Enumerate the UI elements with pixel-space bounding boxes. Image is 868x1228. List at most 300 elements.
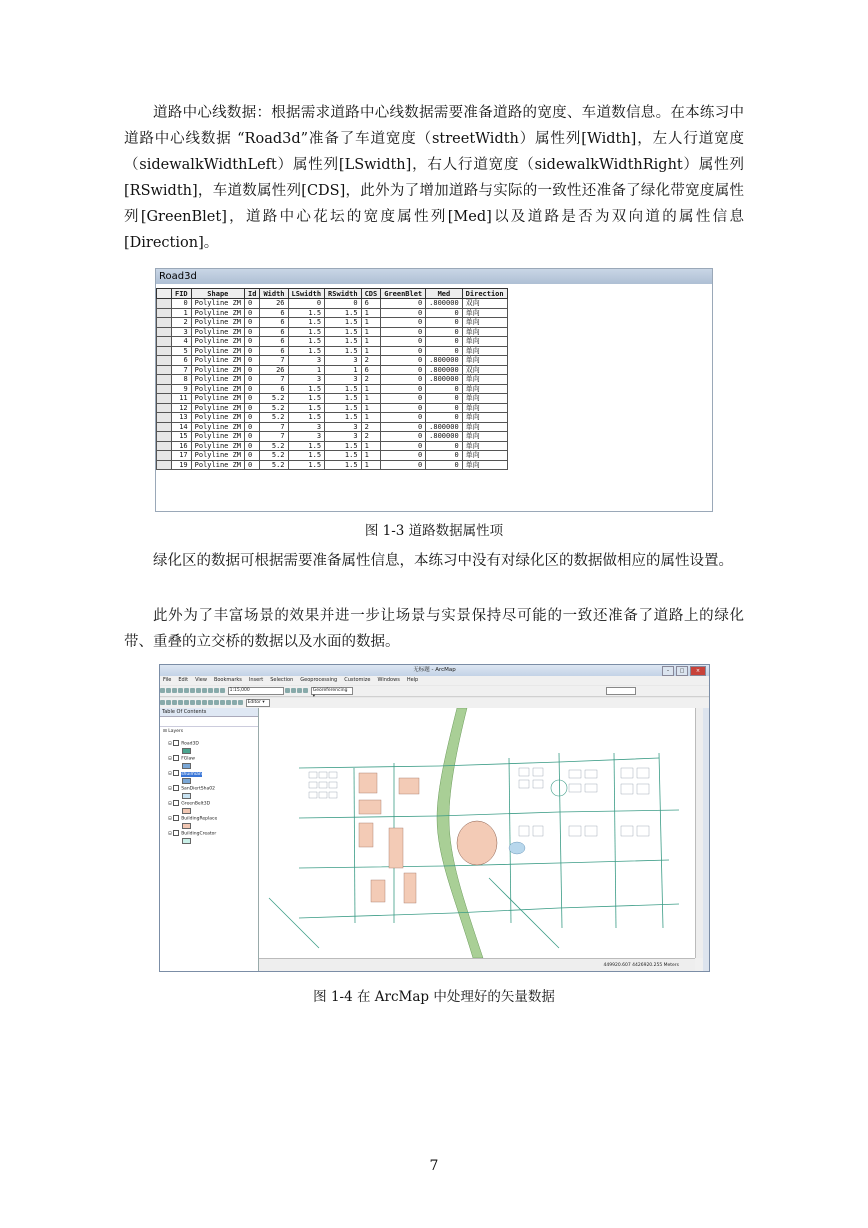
table-cell-rswidth: 1.5 [325, 346, 362, 356]
table-cell-shape: Polyline ZM [191, 365, 244, 375]
copy-icon[interactable] [190, 688, 195, 693]
menu-item-insert[interactable]: Insert [248, 677, 264, 683]
table-cell-rswidth: 1.5 [325, 451, 362, 461]
table-cell-cds: 2 [361, 422, 381, 432]
table-cell-id: 0 [245, 356, 260, 366]
column-header-direction[interactable]: Direction [462, 289, 507, 299]
table-cell-fid: 17 [172, 451, 192, 461]
catalog-window-icon[interactable] [297, 688, 302, 693]
table-cell-lswidth: 1.5 [288, 413, 325, 423]
table-cell-rswidth: 1.5 [325, 318, 362, 328]
table-cell-direction: 双向 [462, 365, 507, 375]
row-selector[interactable] [157, 299, 172, 309]
table-row[interactable] [157, 337, 508, 347]
hyperlink-icon[interactable] [220, 700, 225, 705]
editor-dropdown[interactable]: Editor ▾ [246, 699, 270, 707]
table-row[interactable] [157, 441, 508, 451]
zoom-out-icon[interactable] [166, 700, 171, 705]
table-cell-id: 0 [245, 413, 260, 423]
table-cell-width: 26 [260, 365, 288, 375]
row-selector[interactable] [157, 432, 172, 442]
table-cell-med: .800000 [426, 365, 463, 375]
table-cell-lswidth: 1.5 [288, 346, 325, 356]
standard-toolbar [160, 685, 709, 697]
table-cell-width: 7 [260, 375, 288, 385]
layer-visibility-checkbox[interactable] [173, 785, 179, 791]
table-of-contents [160, 708, 259, 971]
table-cell-shape: Polyline ZM [191, 384, 244, 394]
table-cell-id: 0 [245, 337, 260, 347]
toc-layer-item[interactable]: ⊟ BuildingCreator [168, 831, 217, 837]
row-selector[interactable] [157, 451, 172, 461]
arcmap-window-title: 无标题 - ArcMap [413, 667, 456, 673]
layer-symbol-swatch [182, 823, 191, 829]
table-cell-rswidth: 1.5 [325, 460, 362, 470]
table-cell-direction: 单向 [462, 318, 507, 328]
table-cell-id: 0 [245, 460, 260, 470]
table-cell-direction: 单向 [462, 403, 507, 413]
new-icon[interactable] [160, 688, 165, 693]
stadium [457, 821, 497, 865]
table-cell-med: 0 [426, 337, 463, 347]
figure-1-4-caption: 图 1-4 在 ArcMap 中处理好的矢量数据 [313, 989, 555, 1005]
table-row[interactable] [157, 365, 508, 375]
table-cell-fid: 6 [172, 356, 192, 366]
table-cell-lswidth: 1.5 [288, 460, 325, 470]
open-icon[interactable] [166, 688, 171, 693]
table-cell-id: 0 [245, 422, 260, 432]
table-row[interactable] [157, 413, 508, 423]
table-cell-rswidth: 0 [325, 299, 362, 309]
table-row[interactable] [157, 460, 508, 470]
paste-icon[interactable] [196, 688, 201, 693]
find-icon[interactable] [208, 700, 213, 705]
georeferencing-dropdown[interactable]: Georeferencing ▾ [311, 687, 353, 695]
table-cell-med: .800000 [426, 422, 463, 432]
table-cell-id: 0 [245, 394, 260, 404]
layer-dropdown[interactable] [606, 687, 636, 695]
table-row[interactable] [157, 346, 508, 356]
table-cell-rswidth: 1.5 [325, 308, 362, 318]
layer-symbol-swatch [182, 808, 191, 814]
row-selector[interactable] [157, 375, 172, 385]
table-cell-rswidth: 1.5 [325, 337, 362, 347]
menu-item-bookmarks[interactable]: Bookmarks [213, 677, 242, 683]
search-window-icon[interactable] [303, 688, 308, 693]
coordinate-readout: 449920.607 4426920.255 Meters [603, 963, 679, 968]
table-cell-rswidth: 1.5 [325, 441, 362, 451]
table-cell-id: 0 [245, 346, 260, 356]
table-cell-cds: 1 [361, 337, 381, 347]
table-row[interactable] [157, 308, 508, 318]
paragraph-extra-data: 此外为了丰富场景的效果并进一步让场景与实景保持尽可能的一致还准备了道路上的绿化带、重叠的立交桥的数据以及水面的数据。 [124, 608, 744, 650]
table-cell-width: 5.2 [260, 403, 288, 413]
layer-visibility-checkbox[interactable] [173, 815, 179, 821]
menu-item-customize[interactable]: Customize [344, 677, 371, 683]
table-cell-fid: 9 [172, 384, 192, 394]
table-cell-cds: 6 [361, 299, 381, 309]
table-cell-fid: 1 [172, 308, 192, 318]
toc-layer-item[interactable]: ⊟ SanDiertSha02 [168, 786, 215, 792]
table-cell-med: .800000 [426, 432, 463, 442]
paragraph-green-area: 绿化区的数据可根据需要准备属性信息，本练习中没有对绿化区的数据做相应的属性设置。 [153, 553, 733, 569]
table-cell-width: 6 [260, 308, 288, 318]
table-cell-direction: 单向 [462, 308, 507, 318]
table-row[interactable] [157, 451, 508, 461]
table-row[interactable] [157, 318, 508, 328]
row-selector[interactable] [157, 318, 172, 328]
table-cell-cds: 1 [361, 346, 381, 356]
table-cell-shape: Polyline ZM [191, 413, 244, 423]
scale-input[interactable]: 1:15,000 [228, 687, 284, 695]
table-cell-lswidth: 3 [288, 432, 325, 442]
toc-layer-item[interactable]: ⊟ shuimian [168, 771, 202, 777]
table-cell-lswidth: 1.5 [288, 394, 325, 404]
table-cell-fid: 2 [172, 318, 192, 328]
table-cell-width: 6 [260, 318, 288, 328]
arcmap-window [159, 664, 710, 972]
full-extent-icon[interactable] [178, 700, 183, 705]
table-cell-fid: 7 [172, 365, 192, 375]
table-cell-rswidth: 1.5 [325, 384, 362, 394]
table-cell-id: 0 [245, 375, 260, 385]
row-selector[interactable] [157, 337, 172, 347]
menu-item-selection[interactable]: Selection [270, 677, 294, 683]
table-cell-fid: 13 [172, 413, 192, 423]
layer-visibility-checkbox[interactable] [173, 830, 179, 836]
time-slider-icon[interactable] [226, 700, 231, 705]
table-row[interactable] [157, 432, 508, 442]
save-icon[interactable] [172, 688, 177, 693]
back-extent-icon[interactable] [184, 700, 189, 705]
table-cell-shape: Polyline ZM [191, 375, 244, 385]
column-header-lswidth[interactable]: LSwidth [288, 289, 325, 299]
table-cell-rswidth: 1.5 [325, 413, 362, 423]
row-selector[interactable] [157, 403, 172, 413]
row-selector[interactable] [157, 384, 172, 394]
table-cell-rswidth: 1.5 [325, 403, 362, 413]
table-cell-cds: 1 [361, 451, 381, 461]
table-cell-lswidth: 1.5 [288, 337, 325, 347]
table-cell-direction: 单向 [462, 460, 507, 470]
table-cell-width: 5.2 [260, 413, 288, 423]
arcmap-title-bar [160, 665, 709, 676]
table-cell-greenblet: 0 [381, 299, 426, 309]
minimize-icon[interactable]: – [662, 666, 674, 676]
table-cell-lswidth: 1.5 [288, 308, 325, 318]
table-cell-greenblet: 0 [381, 375, 426, 385]
row-selector-header [157, 289, 172, 299]
table-cell-id: 0 [245, 327, 260, 337]
table-cell-id: 0 [245, 432, 260, 442]
status-bar [259, 958, 695, 972]
toc-toolbar [160, 717, 258, 727]
layer-label: BuildingReplace [181, 816, 218, 822]
table-cell-fid: 11 [172, 394, 192, 404]
table-row[interactable] [157, 403, 508, 413]
arcmap-menu-bar [160, 676, 709, 685]
row-selector[interactable] [157, 327, 172, 337]
table-cell-id: 0 [245, 451, 260, 461]
paragraph-road-centerline: 道路中心线数据：根据需求道路中心线数据需要准备道路的宽度、车道数信息。在本练习中道路中心线数据 “Road3d”准备了车道宽度（streetWidth）属性列[Width]，左人行道宽度（sidewalkWidthLeft）属性列[LSwidth]，右人行道宽度（sidewalkWidthRight）属性列[RSwidth]，车道数属性列[CDS]，此外为了增加道路与实际的一致性还准备了绿化带宽度属性列[GreenBlet]，道路中心花坛的宽度属性列[Med]以及道路是否为双向道的属性信息[Direction]。 [124, 105, 744, 251]
forward-extent-icon[interactable] [190, 700, 195, 705]
table-cell-width: 6 [260, 337, 288, 347]
table-cell-greenblet: 0 [381, 327, 426, 337]
table-cell-direction: 单向 [462, 384, 507, 394]
table-cell-cds: 1 [361, 318, 381, 328]
table-cell-width: 5.2 [260, 451, 288, 461]
column-header-id[interactable]: Id [245, 289, 260, 299]
layer-label: Road3D [181, 741, 199, 747]
column-header-med[interactable]: Med [426, 289, 463, 299]
menu-item-help[interactable]: Help [406, 677, 419, 683]
table-cell-med: 0 [426, 460, 463, 470]
print-icon[interactable] [178, 688, 183, 693]
table-row[interactable] [157, 375, 508, 385]
table-cell-greenblet: 0 [381, 451, 426, 461]
table-cell-shape: Polyline ZM [191, 451, 244, 461]
redo-icon[interactable] [214, 688, 219, 693]
layer-visibility-checkbox[interactable] [173, 770, 179, 776]
table-cell-width: 6 [260, 384, 288, 394]
table-cell-greenblet: 0 [381, 422, 426, 432]
toc-layer-item[interactable]: ⊟ Road3D [168, 741, 199, 747]
table-cell-shape: Polyline ZM [191, 327, 244, 337]
table-cell-width: 7 [260, 422, 288, 432]
layer-visibility-checkbox[interactable] [173, 755, 179, 761]
menu-item-view[interactable]: View [195, 677, 207, 683]
toc-layer-item[interactable]: ⊟ GreenBelt3D [168, 801, 211, 807]
table-cell-id: 0 [245, 318, 260, 328]
table-cell-id: 0 [245, 299, 260, 309]
layer-visibility-checkbox[interactable] [173, 740, 179, 746]
table-cell-cds: 1 [361, 413, 381, 423]
table-cell-med: 0 [426, 451, 463, 461]
table-row[interactable] [157, 327, 508, 337]
table-cell-lswidth: 1.5 [288, 441, 325, 451]
table-cell-width: 26 [260, 299, 288, 309]
row-selector[interactable] [157, 365, 172, 375]
table-cell-rswidth: 3 [325, 432, 362, 442]
table-cell-rswidth: 1.5 [325, 327, 362, 337]
table-cell-greenblet: 0 [381, 441, 426, 451]
table-cell-cds: 2 [361, 375, 381, 385]
table-cell-lswidth: 1.5 [288, 384, 325, 394]
table-cell-greenblet: 0 [381, 318, 426, 328]
table-cell-shape: Polyline ZM [191, 299, 244, 309]
table-cell-cds: 1 [361, 441, 381, 451]
row-selector[interactable] [157, 460, 172, 470]
table-cell-greenblet: 0 [381, 413, 426, 423]
table-cell-direction: 单向 [462, 432, 507, 442]
table-cell-med: .800000 [426, 356, 463, 366]
layer-symbol-swatch [182, 748, 191, 754]
figure-1-3-caption: 图 1-3 道路数据属性项 [364, 523, 504, 539]
undo-icon[interactable] [208, 688, 213, 693]
html-popup-icon[interactable] [238, 700, 243, 705]
table-cell-id: 0 [245, 403, 260, 413]
table-cell-lswidth: 3 [288, 422, 325, 432]
table-cell-direction: 单向 [462, 441, 507, 451]
table-cell-width: 5.2 [260, 460, 288, 470]
table-cell-fid: 5 [172, 346, 192, 356]
table-cell-greenblet: 0 [381, 394, 426, 404]
table-cell-direction: 单向 [462, 451, 507, 461]
table-cell-rswidth: 3 [325, 422, 362, 432]
table-cell-shape: Polyline ZM [191, 460, 244, 470]
table-cell-med: 0 [426, 346, 463, 356]
layer-label: SanDiertSha02 [181, 786, 215, 792]
row-selector[interactable] [157, 441, 172, 451]
table-cell-id: 0 [245, 384, 260, 394]
table-cell-cds: 2 [361, 432, 381, 442]
table-cell-fid: 14 [172, 422, 192, 432]
building-blocks [359, 773, 419, 903]
table-cell-shape: Polyline ZM [191, 308, 244, 318]
table-cell-width: 7 [260, 432, 288, 442]
table-cell-med: 0 [426, 394, 463, 404]
toc-title: Table Of Contents [160, 708, 258, 717]
measure-icon[interactable] [214, 700, 219, 705]
table-cell-fid: 16 [172, 441, 192, 451]
table-cell-med: .800000 [426, 375, 463, 385]
table-cell-direction: 单向 [462, 327, 507, 337]
table-cell-shape: Polyline ZM [191, 318, 244, 328]
table-cell-id: 0 [245, 308, 260, 318]
row-selector[interactable] [157, 308, 172, 318]
row-selector[interactable] [157, 346, 172, 356]
table-cell-direction: 双向 [462, 299, 507, 309]
table-cell-cds: 1 [361, 403, 381, 413]
table-cell-shape: Polyline ZM [191, 441, 244, 451]
table-cell-med: 0 [426, 318, 463, 328]
table-cell-direction: 单向 [462, 394, 507, 404]
column-header-cds[interactable]: CDS [361, 289, 381, 299]
table-cell-shape: Polyline ZM [191, 394, 244, 404]
layer-label: GreenBelt3D [181, 801, 211, 807]
maximize-icon[interactable]: □ [676, 666, 688, 676]
column-header-shape[interactable]: Shape [191, 289, 244, 299]
table-row[interactable] [157, 422, 508, 432]
table-cell-med: 0 [426, 403, 463, 413]
menu-item-windows[interactable]: Windows [377, 677, 400, 683]
layers-root[interactable]: ⊟ Layers [163, 729, 184, 734]
map-view[interactable] [259, 708, 695, 958]
layer-symbol-swatch [182, 763, 191, 769]
table-cell-shape: Polyline ZM [191, 346, 244, 356]
column-header-greenblet[interactable]: GreenBlet [381, 289, 426, 299]
column-header-fid[interactable]: FID [172, 289, 192, 299]
table-cell-fid: 4 [172, 337, 192, 347]
table-cell-cds: 1 [361, 460, 381, 470]
table-cell-greenblet: 0 [381, 356, 426, 366]
table-cell-cds: 1 [361, 327, 381, 337]
table-cell-med: 0 [426, 327, 463, 337]
select-features-icon[interactable] [196, 700, 201, 705]
table-row[interactable] [157, 384, 508, 394]
select-elements-icon[interactable] [232, 700, 237, 705]
attribute-table-title: Road3d [156, 269, 712, 284]
cut-icon[interactable] [184, 688, 189, 693]
table-cell-lswidth: 1.5 [288, 451, 325, 461]
row-selector[interactable] [157, 356, 172, 366]
table-cell-shape: Polyline ZM [191, 356, 244, 366]
table-cell-med: 0 [426, 384, 463, 394]
pan-icon[interactable] [172, 700, 177, 705]
row-selector[interactable] [157, 394, 172, 404]
table-row[interactable] [157, 394, 508, 404]
column-header-width[interactable]: Width [260, 289, 288, 299]
zoom-in-icon[interactable] [160, 700, 165, 705]
table-cell-greenblet: 0 [381, 384, 426, 394]
table-cell-med: 0 [426, 413, 463, 423]
table-cell-fid: 0 [172, 299, 192, 309]
layer-symbol-swatch [182, 838, 191, 844]
table-cell-fid: 12 [172, 403, 192, 413]
table-cell-lswidth: 3 [288, 375, 325, 385]
table-cell-greenblet: 0 [381, 432, 426, 442]
pond [509, 842, 525, 854]
toc-window-icon[interactable] [291, 688, 296, 693]
table-cell-lswidth: 0 [288, 299, 325, 309]
toc-layer-item[interactable]: ⊟ FGlaw [168, 756, 195, 762]
menu-item-geoprocessing[interactable]: Geoprocessing [300, 677, 338, 683]
toc-layer-item[interactable]: ⊟ BuildingReplace [168, 816, 218, 822]
table-cell-rswidth: 3 [325, 375, 362, 385]
table-cell-cds: 1 [361, 394, 381, 404]
layers-root-label: Layers [168, 729, 184, 734]
table-cell-shape: Polyline ZM [191, 422, 244, 432]
attribute-table [156, 288, 508, 470]
table-cell-cds: 2 [361, 356, 381, 366]
delete-icon[interactable] [202, 688, 207, 693]
layer-label: BuildingCreator [181, 831, 217, 837]
layer-label: FGlaw [181, 756, 195, 762]
table-cell-med: .800000 [426, 299, 463, 309]
table-cell-width: 6 [260, 346, 288, 356]
table-cell-direction: 单向 [462, 422, 507, 432]
table-cell-cds: 1 [361, 384, 381, 394]
menu-item-file[interactable]: File [163, 677, 172, 683]
table-cell-fid: 19 [172, 460, 192, 470]
layer-visibility-checkbox[interactable] [173, 800, 179, 806]
table-cell-greenblet: 0 [381, 403, 426, 413]
column-header-rswidth[interactable]: RSwidth [325, 289, 362, 299]
attribute-table-figure [155, 268, 713, 512]
side-dock-bar [703, 708, 709, 971]
row-selector[interactable] [157, 422, 172, 432]
roundabout [551, 780, 567, 796]
add-data-icon[interactable] [220, 688, 225, 693]
row-selector[interactable] [157, 413, 172, 423]
editor-toolbar-icon[interactable] [285, 688, 290, 693]
table-row[interactable] [157, 299, 508, 309]
table-cell-id: 0 [245, 441, 260, 451]
table-cell-med: 0 [426, 308, 463, 318]
close-icon[interactable]: × [690, 666, 706, 676]
table-cell-lswidth: 1 [288, 365, 325, 375]
table-cell-lswidth: 3 [288, 356, 325, 366]
menu-item-edit[interactable]: Edit [178, 677, 189, 683]
identify-icon[interactable] [202, 700, 207, 705]
table-cell-fid: 15 [172, 432, 192, 442]
table-cell-direction: 单向 [462, 413, 507, 423]
table-row[interactable] [157, 356, 508, 366]
map-canvas [259, 708, 695, 958]
table-cell-shape: Polyline ZM [191, 432, 244, 442]
table-cell-lswidth: 1.5 [288, 318, 325, 328]
table-cell-rswidth: 3 [325, 356, 362, 366]
